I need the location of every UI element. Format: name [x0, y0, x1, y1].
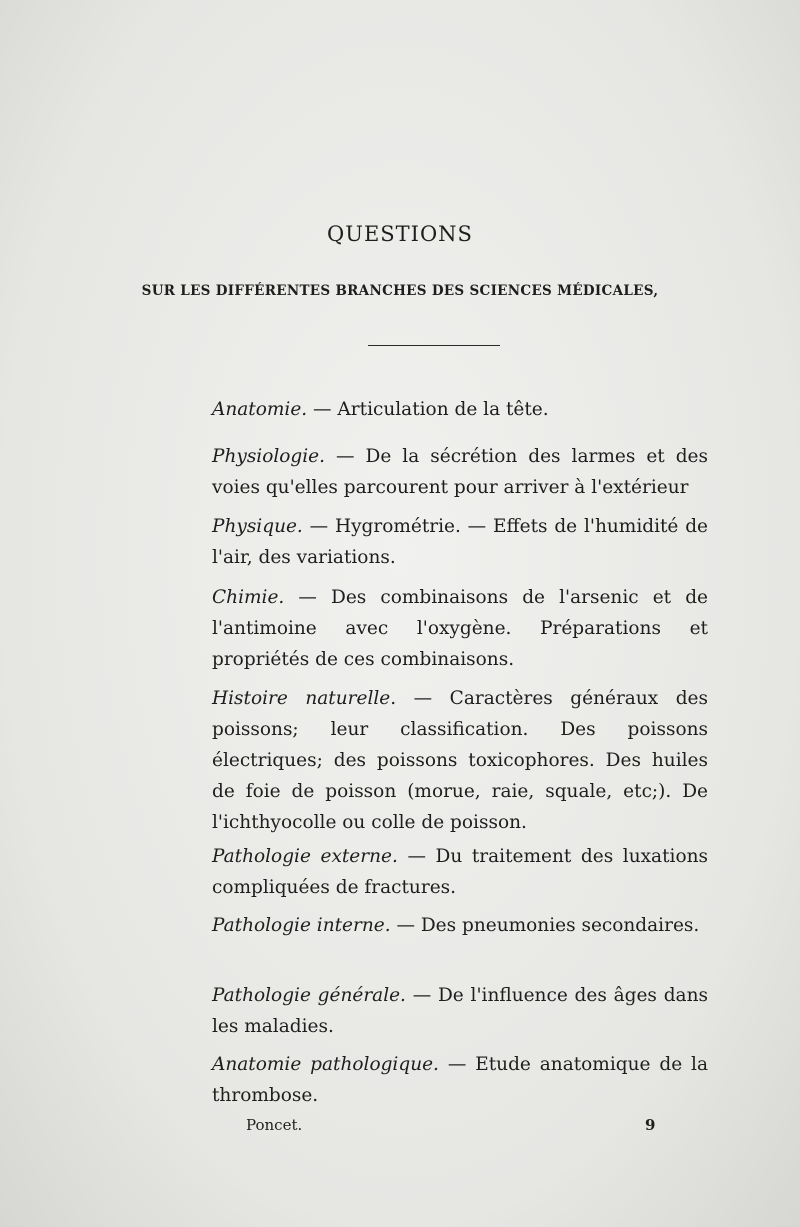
author-name: Poncet. — [246, 1116, 303, 1134]
title-divider — [368, 345, 500, 346]
page-title: QUESTIONS — [327, 222, 473, 246]
question-histoire-naturelle — [212, 683, 708, 838]
question-subject: Pathologie externe. — [212, 846, 398, 867]
question-text: — Caractères généraux des poissons; leur classification. Des poissons électriques; des poissons toxicophores. Des huiles de foie de poisson (morue, raie, squale, etc;). De l'ichthyocolle ou colle de poisson. — [212, 688, 708, 833]
question-anatomie — [212, 394, 708, 425]
question-chimie — [212, 582, 708, 675]
question-text: — Des pneumonies secondaires. — [390, 915, 700, 936]
question-subject: Anatomie pathologique. — [212, 1054, 439, 1075]
question-subject: Histoire naturelle. — [212, 688, 397, 709]
question-pathologie-externe — [212, 841, 708, 903]
question-subject: Pathologie interne. — [212, 915, 391, 936]
question-text: — Etude anatomique de la thrombose. — [212, 1054, 708, 1106]
question-subject: Chimie. — [212, 587, 285, 608]
question-pathologie-generale — [212, 980, 708, 1042]
question-physique — [212, 511, 708, 573]
question-text: — De l'influence des âges dans les maladies. — [212, 985, 708, 1037]
question-text: — Du traitement des luxations compliquées de fractures. — [212, 846, 708, 898]
question-text: — Hygrométrie. — Effets de l'humidité de l'air, des variations. — [212, 516, 708, 568]
page-subtitle: SUR LES DIFFÉRENTES BRANCHES DES SCIENCES MÉDICALES, — [141, 283, 659, 299]
question-anatomie-pathologique — [212, 1049, 708, 1111]
question-text: — Articulation de la tête. — [307, 399, 549, 420]
question-physiologie — [212, 441, 708, 503]
question-subject: Anatomie. — [212, 399, 308, 420]
question-subject: Physique. — [212, 516, 303, 537]
question-subject: Pathologie générale. — [212, 985, 406, 1006]
question-text: — De la sécrétion des larmes et des voies qu'elles parcourent pour arriver à l'extérieur — [212, 446, 708, 498]
question-subject: Physiologie. — [212, 446, 326, 467]
question-pathologie-interne — [212, 910, 708, 941]
question-text: — Des combinaisons de l'arsenic et de l'antimoine avec l'oxygène. Préparations et propriétés de ces combinaisons. — [212, 587, 708, 670]
signature-mark: 9 — [645, 1116, 656, 1134]
